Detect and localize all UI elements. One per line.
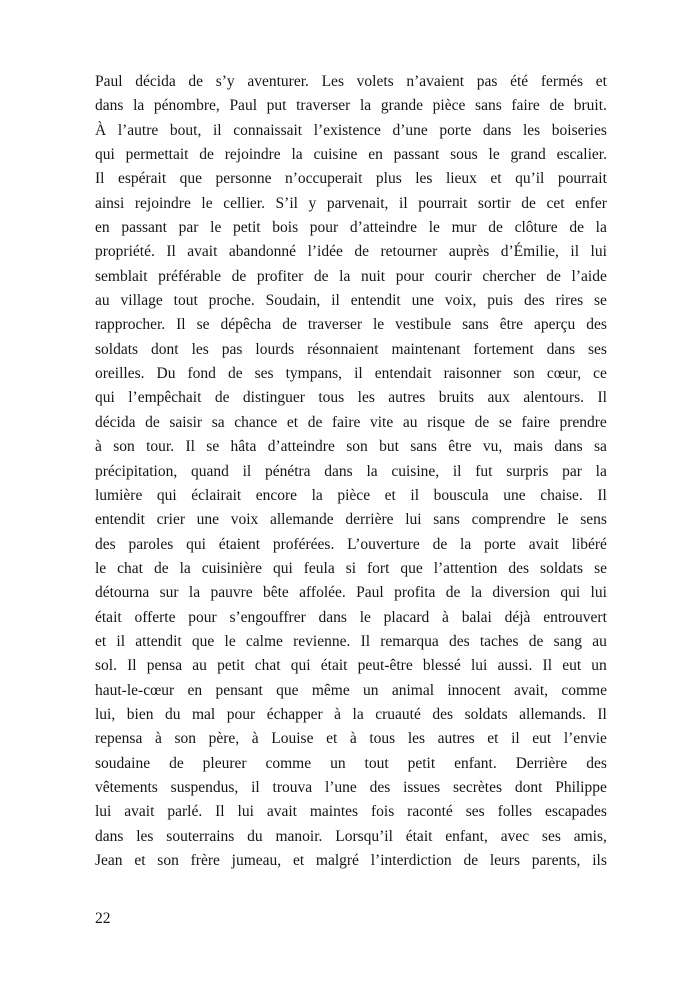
text-line: dans les souterrains du manoir. Lorsqu’il était enfant, avec ses amis, bbox=[95, 827, 607, 845]
text-line: lumière qui éclairait encore la pièce et il bouscula une chaise. Il bbox=[95, 486, 607, 504]
text-line: des paroles qui étaient proférées. L’ouverture de la porte avait libéré bbox=[95, 535, 607, 553]
text-line: vêtements suspendus, il trouva l’une des issues secrètes dont Philippe bbox=[95, 778, 607, 796]
text-line: ainsi rejoindre le cellier. S’il y parvenait, il pourrait sortir de cet enfer bbox=[95, 194, 607, 212]
text-line: À l’autre bout, il connaissait l’existence d’une porte dans les boiseries bbox=[95, 121, 607, 139]
text-line: soldats dont les pas lourds résonnaient maintenant fortement dans ses bbox=[95, 340, 607, 358]
text-line: sol. Il pensa au petit chat qui était peut-être blessé lui aussi. Il eut un bbox=[95, 657, 607, 675]
text-line: entendit crier une voix allemande derrière lui sans comprendre le sens bbox=[95, 511, 607, 529]
text-line: à son tour. Il se hâta d’atteindre son but sans être vu, mais dans sa bbox=[95, 438, 607, 456]
text-line: Il espérait que personne n’occuperait plus les lieux et qu’il pourrait bbox=[95, 170, 607, 188]
text-line: précipitation, quand il pénétra dans la cuisine, il fut surpris par la bbox=[95, 462, 607, 480]
text-line: au village tout proche. Soudain, il entendit une voix, puis des rires se bbox=[95, 292, 607, 310]
text-line: décida de saisir sa chance et de faire vite au risque de se faire prendre bbox=[95, 413, 607, 431]
text-line: dans la pénombre, Paul put traverser la grande pièce sans faire de bruit. bbox=[95, 97, 607, 115]
text-line: repensa à son père, à Louise et à tous les autres et il eut l’envie bbox=[95, 730, 607, 748]
text-line: en passant par le petit bois pour d’atteindre le mur de clôture de la bbox=[95, 219, 607, 237]
text-line: détourna sur la pauvre bête affolée. Paul profita de la diversion qui lui bbox=[95, 584, 607, 602]
text-line: et il attendit que le calme revienne. Il remarqua des taches de sang au bbox=[95, 632, 607, 650]
text-line: oreilles. Du fond de ses tympans, il entendait raisonner son cœur, ce bbox=[95, 365, 607, 383]
text-line: semblait préférable de profiter de la nuit pour courir chercher de l’aide bbox=[95, 267, 607, 285]
text-line: Jean et son frère jumeau, et malgré l’interdiction de leurs parents, ils bbox=[95, 852, 607, 869]
text-line: lui, bien du mal pour échapper à la cruauté des soldats allemands. Il bbox=[95, 705, 607, 723]
text-line: le chat de la cuisinière qui feula si fort que l’attention des soldats se bbox=[95, 559, 607, 577]
text-line: lui avait parlé. Il lui avait maintes fois raconté ses folles escapades bbox=[95, 803, 607, 821]
text-line: Paul décida de s’y aventurer. Les volets n’avaient pas été fermés et bbox=[95, 73, 607, 90]
page-number: 22 bbox=[95, 910, 111, 927]
text-line: était offerte pour s’engouffrer dans le placard à balai déjà entrouvert bbox=[95, 608, 607, 626]
text-line: soudaine de pleurer comme un tout petit enfant. Derrière des bbox=[95, 754, 607, 772]
text-line: qui l’empêchait de distinguer tous les autres bruits aux alentours. Il bbox=[95, 389, 607, 407]
body-text bbox=[95, 70, 607, 873]
text-line: qui permettait de rejoindre la cuisine en passant sous le grand escalier. bbox=[95, 146, 607, 164]
text-line: rapprocher. Il se dépêcha de traverser le vestibule sans être aperçu des bbox=[95, 316, 607, 334]
text-line: haut-le-cœur en pensant que même un animal innocent avait, comme bbox=[95, 681, 607, 699]
text-line: propriété. Il avait abandonné l’idée de retourner auprès d’Émilie, il lui bbox=[95, 243, 607, 261]
